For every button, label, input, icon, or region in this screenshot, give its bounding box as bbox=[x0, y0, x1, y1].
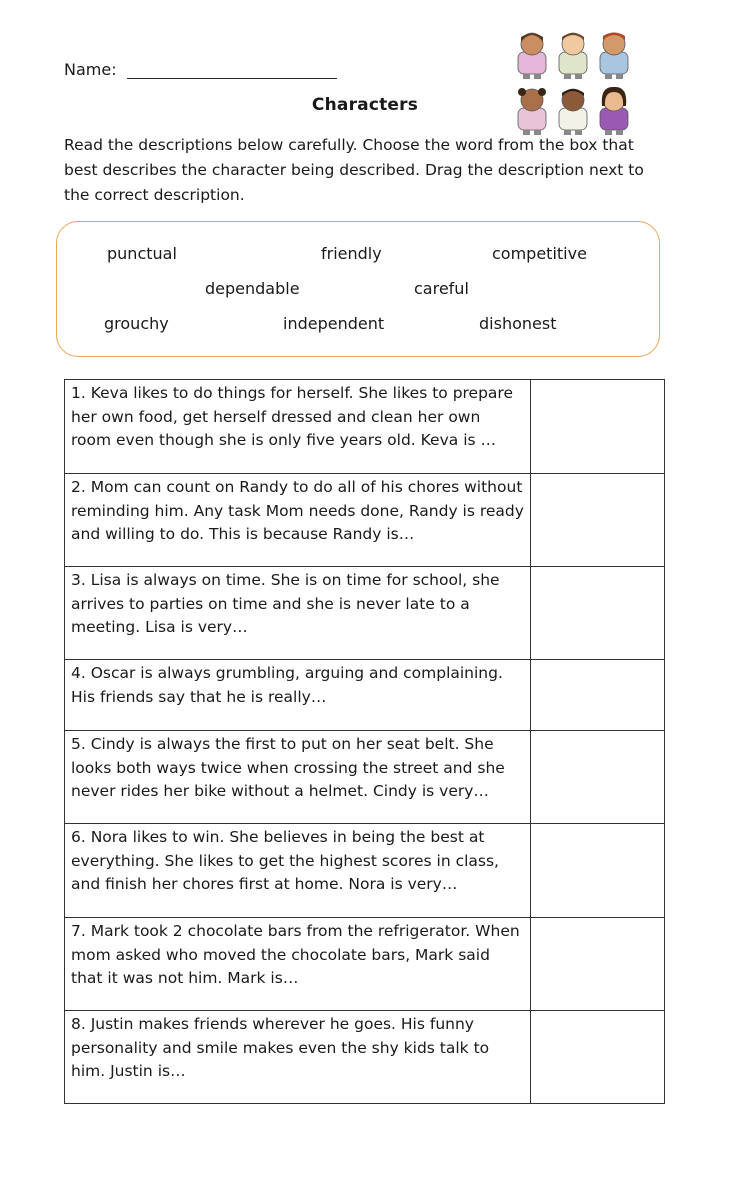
word-bank-item[interactable]: dependable bbox=[205, 279, 300, 298]
question-text: 1. Keva likes to do things for herself. She likes to prepare her own food, get herself dressed and clean her own room even though she is only five years old. Keva is … bbox=[65, 380, 531, 474]
question-text: 4. Oscar is always grumbling, arguing and complaining. His friends say that he is really… bbox=[65, 660, 531, 731]
child-6 bbox=[600, 87, 628, 135]
questions-table bbox=[64, 379, 665, 1104]
answer-drop-zone[interactable] bbox=[531, 474, 665, 567]
table-row bbox=[65, 918, 665, 1011]
answer-drop-zone[interactable] bbox=[531, 731, 665, 824]
word-bank-item[interactable]: grouchy bbox=[104, 314, 169, 333]
child-3 bbox=[600, 33, 628, 80]
table-row bbox=[65, 731, 665, 824]
answer-drop-zone[interactable] bbox=[531, 567, 665, 660]
answer-drop-zone[interactable] bbox=[531, 824, 665, 918]
answer-drop-zone[interactable] bbox=[531, 1011, 665, 1104]
table-row bbox=[65, 824, 665, 918]
word-bank-item[interactable]: careful bbox=[414, 279, 469, 298]
question-text: 7. Mark took 2 chocolate bars from the refrigerator. When mom asked who moved the chocolate bars, Mark said that it was not him. Mark is… bbox=[65, 918, 531, 1011]
table-row bbox=[65, 474, 665, 567]
word-bank bbox=[56, 221, 660, 357]
children-illustration bbox=[512, 30, 636, 136]
child-4 bbox=[518, 88, 546, 135]
word-bank-item[interactable]: punctual bbox=[107, 244, 177, 263]
question-text: 3. Lisa is always on time. She is on time for school, she arrives to parties on time and she is never late to a meeting. Lisa is very… bbox=[65, 567, 531, 660]
child-2 bbox=[559, 33, 587, 79]
table-row bbox=[65, 567, 665, 660]
question-text: 6. Nora likes to win. She believes in being the best at everything. She likes to get the highest scores in class, and finish her chores first at home. Nora is very… bbox=[65, 824, 531, 918]
name-label: Name: bbox=[64, 60, 117, 79]
answer-drop-zone[interactable] bbox=[531, 660, 665, 731]
answer-drop-zone[interactable] bbox=[531, 918, 665, 1011]
page-title: Characters bbox=[311, 95, 419, 115]
table-row bbox=[65, 1011, 665, 1104]
question-text: 5. Cindy is always the first to put on her seat belt. She looks both ways twice when crossing the street and she never rides her bike without a helmet. Cindy is very… bbox=[65, 731, 531, 824]
child-5 bbox=[559, 89, 587, 135]
word-bank-item[interactable]: dishonest bbox=[479, 314, 557, 333]
table-row bbox=[65, 660, 665, 731]
instructions-text: Read the descriptions below carefully. Choose the word from the box that best describes the character being described. Drag the description next to the correct description. bbox=[64, 136, 644, 204]
word-bank-item[interactable]: friendly bbox=[321, 244, 382, 263]
name-field bbox=[64, 60, 337, 79]
word-bank-item[interactable]: independent bbox=[283, 314, 385, 333]
question-text: 8. Justin makes friends wherever he goes. His funny personality and smile makes even the shy kids talk to him. Justin is… bbox=[65, 1011, 531, 1104]
answer-drop-zone[interactable] bbox=[531, 380, 665, 474]
name-line bbox=[127, 62, 337, 79]
question-text: 2. Mom can count on Randy to do all of his chores without reminding him. Any task Mom needs done, Randy is ready and willing to do. This is because Randy is… bbox=[65, 474, 531, 567]
child-1 bbox=[518, 33, 546, 79]
table-row bbox=[65, 380, 665, 474]
word-bank-item[interactable]: competitive bbox=[492, 244, 587, 263]
